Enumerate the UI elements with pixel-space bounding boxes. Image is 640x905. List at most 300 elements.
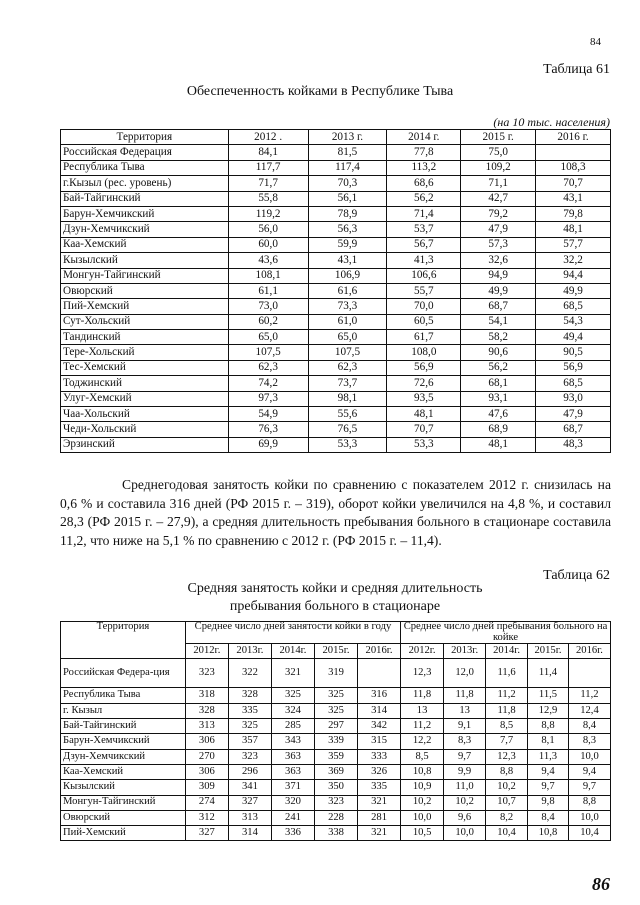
value-cell: 9,1 <box>444 719 486 734</box>
value-cell: 321 <box>358 795 401 810</box>
body-paragraph <box>60 476 611 550</box>
value-cell: 363 <box>271 749 314 764</box>
value-cell: 79,2 <box>461 206 536 221</box>
column-header: Территория <box>61 130 229 145</box>
value-cell: 56,9 <box>387 360 461 375</box>
value-cell: 81,5 <box>308 145 387 160</box>
territory-cell: Каа-Хемский <box>61 764 186 779</box>
value-cell: 77,8 <box>387 145 461 160</box>
value-cell: 10,8 <box>528 826 569 841</box>
table-row <box>61 810 611 825</box>
value-cell: 53,3 <box>308 437 387 452</box>
value-cell: 11,4 <box>528 659 569 688</box>
value-cell: 8,1 <box>528 734 569 749</box>
value-cell: 75,0 <box>461 145 536 160</box>
territory-cell: Республика Тыва <box>61 688 186 703</box>
value-cell: 56,1 <box>308 191 387 206</box>
value-cell: 10,0 <box>444 826 486 841</box>
value-cell: 72,6 <box>387 376 461 391</box>
value-cell: 69,9 <box>228 437 308 452</box>
value-cell: 59,9 <box>308 237 387 252</box>
value-cell: 70,3 <box>308 176 387 191</box>
value-cell: 8,5 <box>486 719 528 734</box>
value-cell: 42,7 <box>461 191 536 206</box>
value-cell: 48,1 <box>387 407 461 422</box>
value-cell: 12,9 <box>528 703 569 718</box>
table-row <box>61 268 611 283</box>
value-cell: 371 <box>271 780 314 795</box>
year-header: 2016г. <box>358 644 401 659</box>
table-row <box>61 160 611 175</box>
value-cell: 369 <box>314 764 357 779</box>
value-cell: 323 <box>185 659 228 688</box>
value-cell: 76,3 <box>228 422 308 437</box>
value-cell: 342 <box>358 719 401 734</box>
table-row <box>61 376 611 391</box>
value-cell: 68,1 <box>461 376 536 391</box>
value-cell: 9,7 <box>444 749 486 764</box>
table-row <box>61 283 611 298</box>
year-header: 2012г. <box>401 644 444 659</box>
table-61-title: Обеспеченность койками в Республике Тыва <box>186 84 454 99</box>
value-cell: 107,5 <box>308 345 387 360</box>
value-cell: 10,8 <box>401 764 444 779</box>
value-cell: 53,3 <box>387 437 461 452</box>
value-cell: 49,9 <box>461 283 536 298</box>
value-cell: 68,7 <box>536 422 611 437</box>
value-cell: 9,7 <box>568 780 610 795</box>
value-cell: 315 <box>358 734 401 749</box>
value-cell: 10,4 <box>486 826 528 841</box>
territory-cell: Барун-Хемчикский <box>61 206 229 221</box>
value-cell: 60,5 <box>387 314 461 329</box>
territory-cell: г. Кызыл <box>61 703 186 718</box>
value-cell: 32,2 <box>536 253 611 268</box>
value-cell: 71,1 <box>461 176 536 191</box>
value-cell: 56,9 <box>536 360 611 375</box>
year-header: 2013г. <box>228 644 271 659</box>
value-cell: 119,2 <box>228 206 308 221</box>
territory-cell: Пий-Хемский <box>61 826 186 841</box>
value-cell: 94,9 <box>461 268 536 283</box>
value-cell: 228 <box>314 810 357 825</box>
value-cell: 336 <box>271 826 314 841</box>
value-cell: 62,3 <box>308 360 387 375</box>
table-row <box>61 422 611 437</box>
value-cell: 320 <box>271 795 314 810</box>
table-row <box>61 360 611 375</box>
value-cell: 49,4 <box>536 330 611 345</box>
territory-cell: Монгун-Тайгинский <box>61 268 229 283</box>
value-cell: 108,3 <box>536 160 611 175</box>
value-cell: 9,4 <box>568 764 610 779</box>
value-cell: 48,1 <box>461 437 536 452</box>
value-cell: 11,8 <box>401 688 444 703</box>
value-cell: 70,7 <box>536 176 611 191</box>
value-cell: 281 <box>358 810 401 825</box>
value-cell: 98,1 <box>308 391 387 406</box>
value-cell: 9,6 <box>444 810 486 825</box>
column-header: 2012 . <box>228 130 308 145</box>
value-cell: 55,7 <box>387 283 461 298</box>
value-cell: 8,5 <box>401 749 444 764</box>
value-cell: 306 <box>185 734 228 749</box>
value-cell: 323 <box>228 749 271 764</box>
table-row <box>61 719 611 734</box>
territory-cell: Тере-Хольский <box>61 345 229 360</box>
value-cell: 325 <box>314 688 357 703</box>
table-62-label: Таблица 62 <box>543 568 610 583</box>
value-cell: 68,5 <box>536 376 611 391</box>
value-cell: 10,4 <box>568 826 610 841</box>
value-cell: 359 <box>314 749 357 764</box>
column-header: 2015 г. <box>461 130 536 145</box>
territory-cell: Тес-Хемский <box>61 360 229 375</box>
territory-cell: Овюрский <box>61 810 186 825</box>
value-cell: 8,3 <box>568 734 610 749</box>
table-62-col-territory: Территория <box>61 622 186 659</box>
table-62-title-line1: Средняя занятость койки и средняя длительность <box>187 581 483 596</box>
value-cell: 8,8 <box>528 719 569 734</box>
value-cell: 10,5 <box>401 826 444 841</box>
value-cell: 316 <box>358 688 401 703</box>
territory-cell: Каа-Хемский <box>61 237 229 252</box>
value-cell: 54,1 <box>461 314 536 329</box>
value-cell: 57,7 <box>536 237 611 252</box>
value-cell: 10,7 <box>486 795 528 810</box>
value-cell: 9,8 <box>528 795 569 810</box>
column-header: 2014 г. <box>387 130 461 145</box>
value-cell: 106,6 <box>387 268 461 283</box>
value-cell <box>568 659 610 688</box>
value-cell: 297 <box>314 719 357 734</box>
value-cell: 12,3 <box>401 659 444 688</box>
value-cell: 9,9 <box>444 764 486 779</box>
territory-cell: Кызылский <box>61 780 186 795</box>
territory-cell: Пий-Хемский <box>61 299 229 314</box>
year-header: 2013г. <box>444 644 486 659</box>
value-cell: 55,8 <box>228 191 308 206</box>
value-cell: 71,4 <box>387 206 461 221</box>
value-cell: 47,9 <box>536 407 611 422</box>
table-row <box>61 206 611 221</box>
table-row <box>61 826 611 841</box>
value-cell: 56,2 <box>387 191 461 206</box>
value-cell: 339 <box>314 734 357 749</box>
table-row <box>61 176 611 191</box>
table-62-group-stay-length: Среднее число дней пребывания больного на койке <box>401 622 611 644</box>
value-cell: 71,7 <box>228 176 308 191</box>
value-cell: 306 <box>185 764 228 779</box>
territory-cell: Российская Федерация <box>61 145 229 160</box>
value-cell: 285 <box>271 719 314 734</box>
value-cell: 70,0 <box>387 299 461 314</box>
territory-cell: Кызылский <box>61 253 229 268</box>
value-cell: 90,5 <box>536 345 611 360</box>
territory-cell: Чеди-Хольский <box>61 422 229 437</box>
value-cell: 61,0 <box>308 314 387 329</box>
territory-cell: Республика Тыва <box>61 160 229 175</box>
value-cell: 324 <box>271 703 314 718</box>
value-cell: 8,4 <box>528 810 569 825</box>
territory-cell: Российская Федера-ция <box>61 659 186 688</box>
value-cell: 325 <box>314 703 357 718</box>
value-cell: 117,7 <box>228 160 308 175</box>
value-cell: 8,2 <box>486 810 528 825</box>
value-cell: 322 <box>228 659 271 688</box>
territory-cell: Чаа-Хольский <box>61 407 229 422</box>
value-cell: 68,7 <box>461 299 536 314</box>
value-cell: 11,8 <box>486 703 528 718</box>
territory-cell: Сут-Хольский <box>61 314 229 329</box>
value-cell: 43,1 <box>308 253 387 268</box>
table-62-title <box>0 580 640 616</box>
value-cell: 76,5 <box>308 422 387 437</box>
table-row <box>61 237 611 252</box>
value-cell: 13 <box>401 703 444 718</box>
value-cell: 274 <box>185 795 228 810</box>
value-cell: 9,7 <box>528 780 569 795</box>
value-cell: 11,2 <box>401 719 444 734</box>
handwritten-page-mark: 86 <box>592 874 610 894</box>
table-row <box>61 734 611 749</box>
value-cell: 108,0 <box>387 345 461 360</box>
value-cell: 48,1 <box>536 222 611 237</box>
value-cell: 12,4 <box>568 703 610 718</box>
table-row <box>61 659 611 688</box>
value-cell: 49,9 <box>536 283 611 298</box>
value-cell: 106,9 <box>308 268 387 283</box>
value-cell: 60,2 <box>228 314 308 329</box>
value-cell: 43,6 <box>228 253 308 268</box>
value-cell: 78,9 <box>308 206 387 221</box>
value-cell: 68,5 <box>536 299 611 314</box>
value-cell: 109,2 <box>461 160 536 175</box>
territory-cell: Дзун-Хемчикский <box>61 749 186 764</box>
table-row <box>61 145 611 160</box>
value-cell: 70,7 <box>387 422 461 437</box>
year-header: 2014г. <box>271 644 314 659</box>
table-row <box>61 703 611 718</box>
value-cell: 328 <box>228 688 271 703</box>
territory-cell: г.Кызыл (рес. уровень) <box>61 176 229 191</box>
year-header: 2015г. <box>528 644 569 659</box>
value-cell: 323 <box>314 795 357 810</box>
value-cell: 10,0 <box>568 749 610 764</box>
column-header: 2016 г. <box>536 130 611 145</box>
value-cell: 241 <box>271 810 314 825</box>
territory-cell: Тоджинский <box>61 376 229 391</box>
value-cell: 8,3 <box>444 734 486 749</box>
value-cell: 314 <box>228 826 271 841</box>
value-cell: 13 <box>444 703 486 718</box>
territory-cell: Монгун-Тайгинский <box>61 795 186 810</box>
column-header: 2013 г. <box>308 130 387 145</box>
territory-cell: Барун-Хемчикский <box>61 734 186 749</box>
year-header: 2014г. <box>486 644 528 659</box>
table-row <box>61 222 611 237</box>
value-cell: 341 <box>228 780 271 795</box>
paragraph-text: Среднегодовая занятость койки по сравнению с показателем 2012 г. снизилась на 0,6 % и составила 316 дней (РФ 2015 г. – 319), оборот койки увеличился на 4,8 %, и составил 28,3 (РФ 2015 г. – 27,9), а средняя длительность пребывания больного в стационаре составила 11,2, что ниже на 5,1 % по сравнению с 2012 г. (РФ 2015 г. – 11,4). <box>60 477 611 548</box>
value-cell: 10,2 <box>444 795 486 810</box>
value-cell: 325 <box>228 719 271 734</box>
value-cell: 319 <box>314 659 357 688</box>
table-row <box>61 330 611 345</box>
value-cell: 11,2 <box>568 688 610 703</box>
value-cell <box>358 659 401 688</box>
table-row <box>61 314 611 329</box>
value-cell: 270 <box>185 749 228 764</box>
value-cell: 327 <box>228 795 271 810</box>
value-cell: 62,3 <box>228 360 308 375</box>
value-cell: 8,8 <box>486 764 528 779</box>
value-cell: 48,3 <box>536 437 611 452</box>
value-cell: 363 <box>271 764 314 779</box>
table-62-group-bed-occupancy: Среднее число дней занятости койки в году <box>185 622 400 644</box>
table-row <box>61 191 611 206</box>
value-cell: 56,3 <box>308 222 387 237</box>
value-cell: 57,3 <box>461 237 536 252</box>
value-cell: 314 <box>358 703 401 718</box>
value-cell: 79,8 <box>536 206 611 221</box>
value-cell: 113,2 <box>387 160 461 175</box>
value-cell: 313 <box>185 719 228 734</box>
value-cell: 327 <box>185 826 228 841</box>
table-row <box>61 345 611 360</box>
value-cell: 43,1 <box>536 191 611 206</box>
value-cell: 68,6 <box>387 176 461 191</box>
value-cell: 41,3 <box>387 253 461 268</box>
value-cell: 11,6 <box>486 659 528 688</box>
table-row <box>61 299 611 314</box>
table-row <box>61 795 611 810</box>
value-cell: 94,4 <box>536 268 611 283</box>
value-cell: 117,4 <box>308 160 387 175</box>
value-cell: 61,6 <box>308 283 387 298</box>
value-cell: 8,8 <box>568 795 610 810</box>
territory-cell: Овюрский <box>61 283 229 298</box>
value-cell <box>536 145 611 160</box>
value-cell: 11,8 <box>444 688 486 703</box>
value-cell: 8,4 <box>568 719 610 734</box>
value-cell: 12,3 <box>486 749 528 764</box>
territory-cell: Бай-Тайгинский <box>61 191 229 206</box>
value-cell: 53,7 <box>387 222 461 237</box>
value-cell: 55,6 <box>308 407 387 422</box>
value-cell: 73,7 <box>308 376 387 391</box>
value-cell: 11,0 <box>444 780 486 795</box>
value-cell: 56,7 <box>387 237 461 252</box>
value-cell: 296 <box>228 764 271 779</box>
table-61 <box>60 129 611 453</box>
value-cell: 68,9 <box>461 422 536 437</box>
value-cell: 12,2 <box>401 734 444 749</box>
value-cell: 333 <box>358 749 401 764</box>
value-cell: 65,0 <box>228 330 308 345</box>
value-cell: 65,0 <box>308 330 387 345</box>
value-cell: 58,2 <box>461 330 536 345</box>
table-row <box>61 749 611 764</box>
value-cell: 325 <box>271 688 314 703</box>
value-cell: 93,0 <box>536 391 611 406</box>
value-cell: 318 <box>185 688 228 703</box>
value-cell: 97,3 <box>228 391 308 406</box>
table-row <box>61 253 611 268</box>
value-cell: 107,5 <box>228 345 308 360</box>
value-cell: 56,2 <box>461 360 536 375</box>
value-cell: 61,7 <box>387 330 461 345</box>
table-header-row <box>61 130 611 145</box>
table-row <box>61 391 611 406</box>
value-cell: 47,6 <box>461 407 536 422</box>
value-cell: 93,1 <box>461 391 536 406</box>
value-cell: 309 <box>185 780 228 795</box>
value-cell: 54,3 <box>536 314 611 329</box>
value-cell: 12,0 <box>444 659 486 688</box>
territory-cell: Бай-Тайгинский <box>61 719 186 734</box>
table-row <box>61 437 611 452</box>
page-number: 84 <box>590 36 601 48</box>
value-cell: 90,6 <box>461 345 536 360</box>
year-header: 2012г. <box>185 644 228 659</box>
value-cell: 73,0 <box>228 299 308 314</box>
value-cell: 84,1 <box>228 145 308 160</box>
value-cell: 350 <box>314 780 357 795</box>
value-cell: 60,0 <box>228 237 308 252</box>
value-cell: 338 <box>314 826 357 841</box>
value-cell: 10,0 <box>568 810 610 825</box>
value-cell: 357 <box>228 734 271 749</box>
territory-cell: Дзун-Хемчикский <box>61 222 229 237</box>
value-cell: 61,1 <box>228 283 308 298</box>
value-cell: 343 <box>271 734 314 749</box>
value-cell: 328 <box>185 703 228 718</box>
value-cell: 10,9 <box>401 780 444 795</box>
value-cell: 326 <box>358 764 401 779</box>
table-row <box>61 407 611 422</box>
value-cell: 56,0 <box>228 222 308 237</box>
table-row <box>61 780 611 795</box>
table-row <box>61 764 611 779</box>
table-62-title-line2: пребывания больного в стационаре <box>229 599 441 614</box>
value-cell: 73,3 <box>308 299 387 314</box>
value-cell: 10,2 <box>401 795 444 810</box>
year-header: 2015г. <box>314 644 357 659</box>
value-cell: 32,6 <box>461 253 536 268</box>
territory-cell: Эрзинский <box>61 437 229 452</box>
value-cell: 335 <box>358 780 401 795</box>
value-cell: 9,4 <box>528 764 569 779</box>
value-cell: 321 <box>271 659 314 688</box>
value-cell: 54,9 <box>228 407 308 422</box>
territory-cell: Тандинский <box>61 330 229 345</box>
table-61-unit: (на 10 тыс. населения) <box>493 115 610 129</box>
year-header: 2016г. <box>568 644 610 659</box>
value-cell: 321 <box>358 826 401 841</box>
value-cell: 47,9 <box>461 222 536 237</box>
territory-cell: Улуг-Хемский <box>61 391 229 406</box>
value-cell: 93,5 <box>387 391 461 406</box>
value-cell: 312 <box>185 810 228 825</box>
value-cell: 335 <box>228 703 271 718</box>
value-cell: 7,7 <box>486 734 528 749</box>
table-row <box>61 688 611 703</box>
value-cell: 313 <box>228 810 271 825</box>
value-cell: 108,1 <box>228 268 308 283</box>
value-cell: 10,0 <box>401 810 444 825</box>
table-62 <box>60 621 611 841</box>
table-61-label: Таблица 61 <box>543 62 610 77</box>
